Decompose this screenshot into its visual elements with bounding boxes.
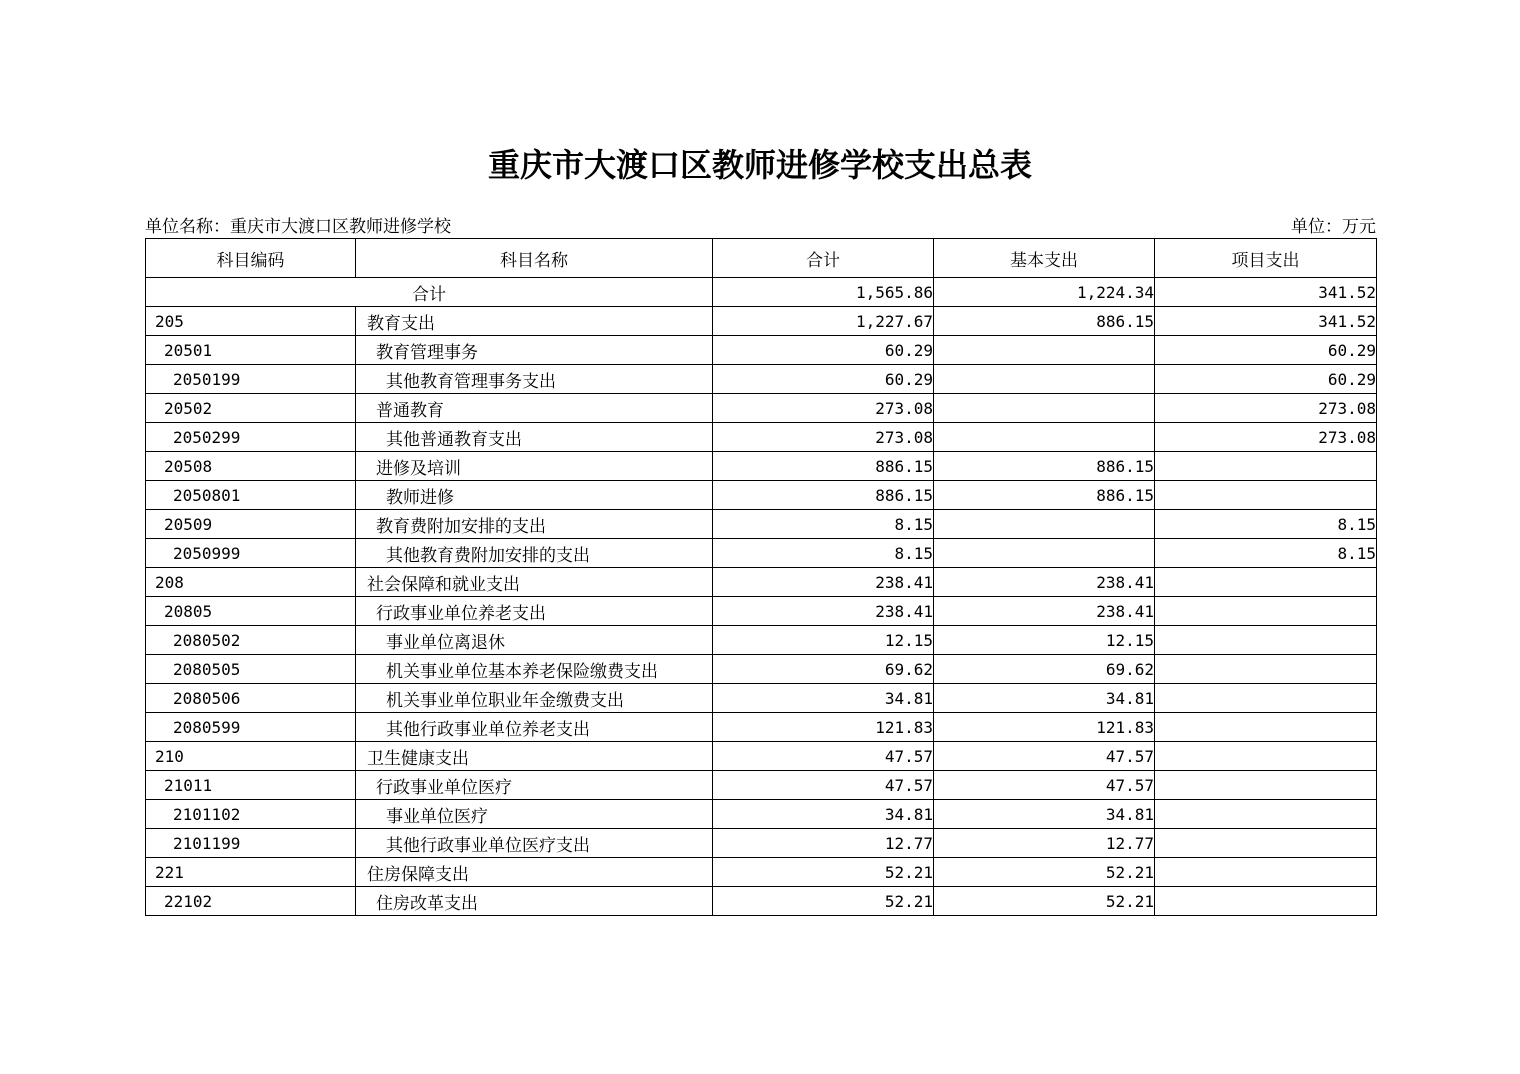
row-project bbox=[1155, 452, 1377, 481]
row-name: 教育支出 bbox=[356, 307, 713, 336]
row-basic: 886.15 bbox=[934, 481, 1155, 510]
row-project bbox=[1155, 568, 1377, 597]
row-code: 22102 bbox=[146, 887, 356, 916]
row-name: 教师进修 bbox=[356, 481, 713, 510]
total-label: 合计 bbox=[146, 278, 713, 307]
row-total: 34.81 bbox=[713, 684, 934, 713]
table-row bbox=[146, 568, 1377, 597]
row-name: 进修及培训 bbox=[356, 452, 713, 481]
table-row bbox=[146, 742, 1377, 771]
row-code: 2050199 bbox=[146, 365, 356, 394]
row-total: 8.15 bbox=[713, 510, 934, 539]
row-total: 12.77 bbox=[713, 829, 934, 858]
row-code: 20501 bbox=[146, 336, 356, 365]
row-name: 其他行政事业单位医疗支出 bbox=[356, 829, 713, 858]
row-name: 事业单位离退休 bbox=[356, 626, 713, 655]
table-row bbox=[146, 452, 1377, 481]
row-code: 2101102 bbox=[146, 800, 356, 829]
table-row bbox=[146, 858, 1377, 887]
row-name: 教育管理事务 bbox=[356, 336, 713, 365]
row-code: 221 bbox=[146, 858, 356, 887]
row-code: 20502 bbox=[146, 394, 356, 423]
row-basic: 52.21 bbox=[934, 887, 1155, 916]
row-code: 210 bbox=[146, 742, 356, 771]
row-name: 其他普通教育支出 bbox=[356, 423, 713, 452]
table-row bbox=[146, 307, 1377, 336]
row-basic: 34.81 bbox=[934, 684, 1155, 713]
row-code: 20805 bbox=[146, 597, 356, 626]
unit-label: 单位：万元 bbox=[1291, 217, 1376, 237]
row-project bbox=[1155, 597, 1377, 626]
row-project: 273.08 bbox=[1155, 423, 1377, 452]
row-basic bbox=[934, 394, 1155, 423]
total-project: 341.52 bbox=[1155, 278, 1377, 307]
table-row bbox=[146, 394, 1377, 423]
row-name: 教育费附加安排的支出 bbox=[356, 510, 713, 539]
row-project bbox=[1155, 626, 1377, 655]
row-name: 卫生健康支出 bbox=[356, 742, 713, 771]
table-row bbox=[146, 539, 1377, 568]
meta-line bbox=[145, 212, 1376, 236]
header-project: 项目支出 bbox=[1155, 239, 1377, 278]
row-basic: 238.41 bbox=[934, 597, 1155, 626]
total-sum: 1,565.86 bbox=[713, 278, 934, 307]
row-code: 2050999 bbox=[146, 539, 356, 568]
row-total: 52.21 bbox=[713, 887, 934, 916]
total-row bbox=[146, 278, 1377, 307]
row-basic: 34.81 bbox=[934, 800, 1155, 829]
row-code: 208 bbox=[146, 568, 356, 597]
row-basic: 12.77 bbox=[934, 829, 1155, 858]
row-total: 60.29 bbox=[713, 365, 934, 394]
row-total: 34.81 bbox=[713, 800, 934, 829]
row-total: 47.57 bbox=[713, 742, 934, 771]
row-total: 273.08 bbox=[713, 394, 934, 423]
row-basic: 47.57 bbox=[934, 742, 1155, 771]
row-project bbox=[1155, 684, 1377, 713]
row-total: 886.15 bbox=[713, 481, 934, 510]
header-total: 合计 bbox=[713, 239, 934, 278]
row-code: 2080599 bbox=[146, 713, 356, 742]
table-row bbox=[146, 365, 1377, 394]
row-project: 341.52 bbox=[1155, 307, 1377, 336]
row-code: 20509 bbox=[146, 510, 356, 539]
row-total: 47.57 bbox=[713, 771, 934, 800]
table-row bbox=[146, 829, 1377, 858]
table-row bbox=[146, 887, 1377, 916]
table-row bbox=[146, 771, 1377, 800]
table-row bbox=[146, 684, 1377, 713]
header-row bbox=[146, 239, 1377, 278]
row-name: 其他教育管理事务支出 bbox=[356, 365, 713, 394]
row-project bbox=[1155, 742, 1377, 771]
row-code: 205 bbox=[146, 307, 356, 336]
row-name: 住房改革支出 bbox=[356, 887, 713, 916]
row-code: 2080502 bbox=[146, 626, 356, 655]
row-name: 其他行政事业单位养老支出 bbox=[356, 713, 713, 742]
row-code: 2101199 bbox=[146, 829, 356, 858]
table-row bbox=[146, 423, 1377, 452]
row-project bbox=[1155, 481, 1377, 510]
row-project bbox=[1155, 887, 1377, 916]
row-name: 普通教育 bbox=[356, 394, 713, 423]
row-project: 8.15 bbox=[1155, 539, 1377, 568]
row-basic: 12.15 bbox=[934, 626, 1155, 655]
header-basic: 基本支出 bbox=[934, 239, 1155, 278]
table-row bbox=[146, 800, 1377, 829]
row-total: 1,227.67 bbox=[713, 307, 934, 336]
table-row bbox=[146, 626, 1377, 655]
row-project bbox=[1155, 800, 1377, 829]
header-name: 科目名称 bbox=[356, 239, 713, 278]
row-total: 12.15 bbox=[713, 626, 934, 655]
row-name: 事业单位医疗 bbox=[356, 800, 713, 829]
row-total: 238.41 bbox=[713, 597, 934, 626]
row-project bbox=[1155, 771, 1377, 800]
row-basic: 47.57 bbox=[934, 771, 1155, 800]
table-row bbox=[146, 336, 1377, 365]
table-row bbox=[146, 655, 1377, 684]
row-code: 2050299 bbox=[146, 423, 356, 452]
row-total: 8.15 bbox=[713, 539, 934, 568]
row-project: 60.29 bbox=[1155, 336, 1377, 365]
expenditure-table bbox=[145, 238, 1377, 916]
page-title: 重庆市大渡口区教师进修学校支出总表 bbox=[487, 146, 1032, 184]
row-total: 60.29 bbox=[713, 336, 934, 365]
row-project bbox=[1155, 858, 1377, 887]
total-basic: 1,224.34 bbox=[934, 278, 1155, 307]
row-project bbox=[1155, 713, 1377, 742]
table-row bbox=[146, 481, 1377, 510]
row-total: 273.08 bbox=[713, 423, 934, 452]
unit-name-label: 单位名称：重庆市大渡口区教师进修学校 bbox=[145, 217, 451, 237]
row-name: 其他教育费附加安排的支出 bbox=[356, 539, 713, 568]
row-basic bbox=[934, 510, 1155, 539]
row-total: 238.41 bbox=[713, 568, 934, 597]
row-name: 机关事业单位职业年金缴费支出 bbox=[356, 684, 713, 713]
table-row bbox=[146, 597, 1377, 626]
row-basic: 886.15 bbox=[934, 452, 1155, 481]
header-code: 科目编码 bbox=[146, 239, 356, 278]
row-basic: 69.62 bbox=[934, 655, 1155, 684]
row-code: 2080506 bbox=[146, 684, 356, 713]
row-basic: 121.83 bbox=[934, 713, 1155, 742]
row-project bbox=[1155, 655, 1377, 684]
row-code: 2050801 bbox=[146, 481, 356, 510]
row-total: 886.15 bbox=[713, 452, 934, 481]
row-total: 121.83 bbox=[713, 713, 934, 742]
row-basic: 52.21 bbox=[934, 858, 1155, 887]
row-name: 机关事业单位基本养老保险缴费支出 bbox=[356, 655, 713, 684]
row-name: 行政事业单位养老支出 bbox=[356, 597, 713, 626]
table-row bbox=[146, 713, 1377, 742]
row-code: 20508 bbox=[146, 452, 356, 481]
table-row bbox=[146, 510, 1377, 539]
row-basic bbox=[934, 365, 1155, 394]
row-basic bbox=[934, 336, 1155, 365]
row-name: 住房保障支出 bbox=[356, 858, 713, 887]
row-name: 行政事业单位医疗 bbox=[356, 771, 713, 800]
row-code: 21011 bbox=[146, 771, 356, 800]
row-total: 52.21 bbox=[713, 858, 934, 887]
row-code: 2080505 bbox=[146, 655, 356, 684]
row-basic: 886.15 bbox=[934, 307, 1155, 336]
row-total: 69.62 bbox=[713, 655, 934, 684]
row-project: 8.15 bbox=[1155, 510, 1377, 539]
row-basic bbox=[934, 539, 1155, 568]
row-basic bbox=[934, 423, 1155, 452]
row-project: 60.29 bbox=[1155, 365, 1377, 394]
row-basic: 238.41 bbox=[934, 568, 1155, 597]
row-project bbox=[1155, 829, 1377, 858]
row-project: 273.08 bbox=[1155, 394, 1377, 423]
row-name: 社会保障和就业支出 bbox=[356, 568, 713, 597]
